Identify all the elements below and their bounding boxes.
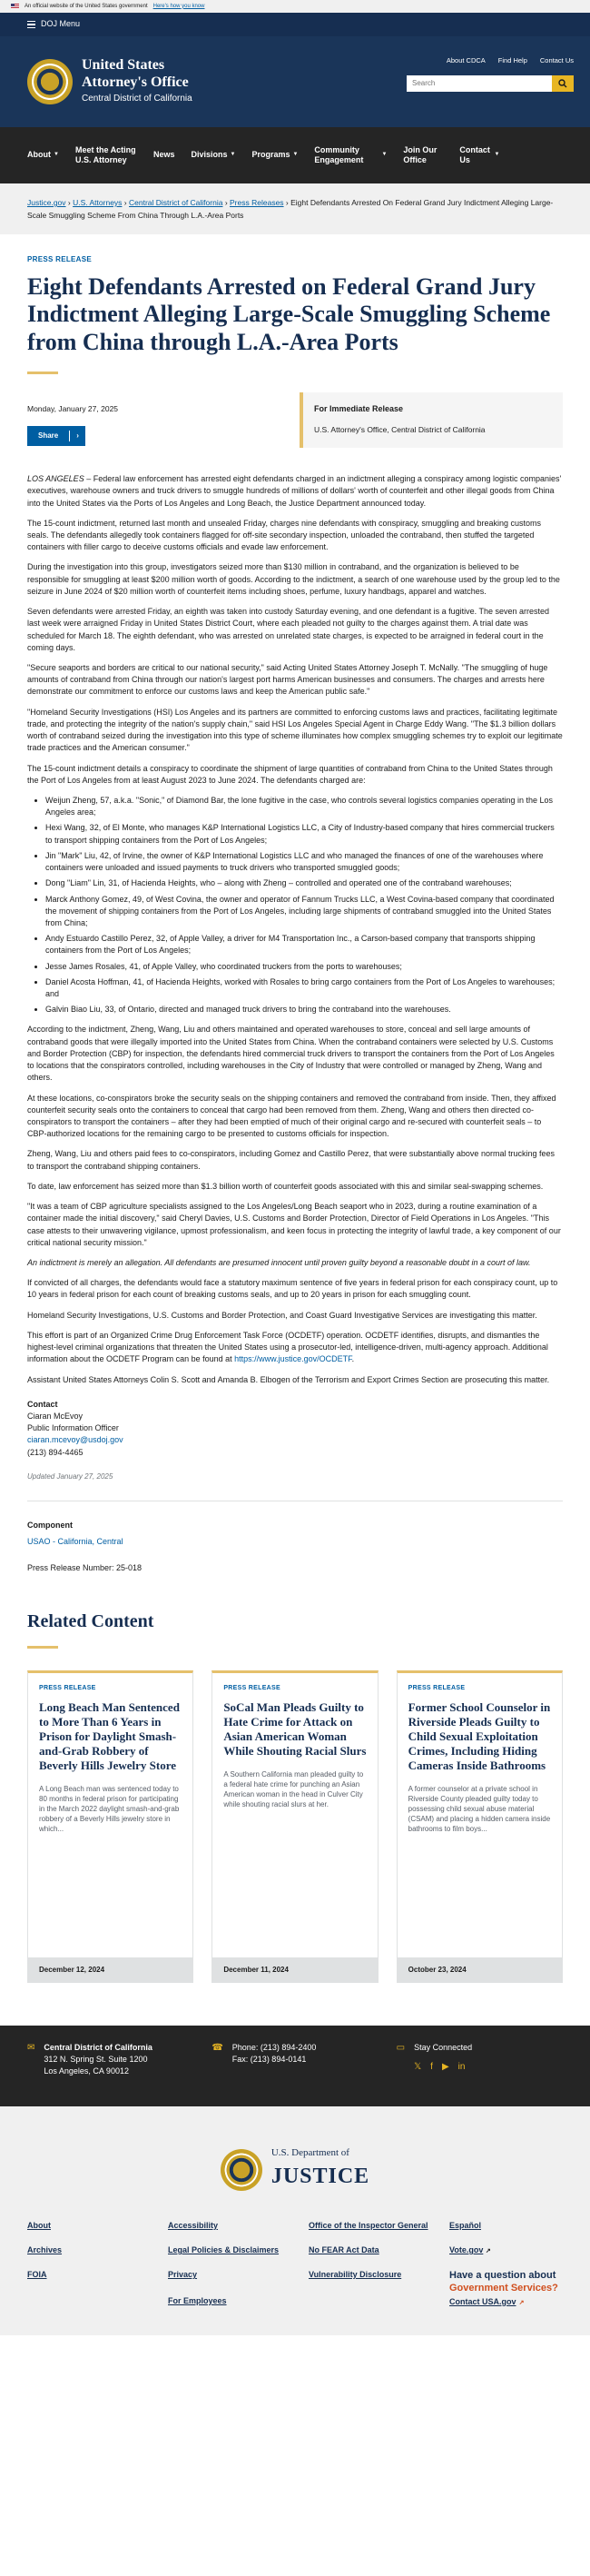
office-phone[interactable]: Phone: (213) 894-2400 (231, 2043, 317, 2053)
related-card[interactable] (211, 1670, 378, 1983)
list-item: • Daniel Acosta Hoffman, 41, of Hacienda Heights, worked with Rosales to bring cargo containers from the Port of Los Angeles to warehouses; and (45, 976, 563, 1000)
paragraph: To date, law enforcement has seized more than $1.3 billion worth of counterfeit goods associated with this and similar seal-swapping schemes. (27, 1181, 544, 1191)
card-date: October 23, 2024 (398, 1957, 562, 1983)
breadcrumb-link[interactable]: Central District of California (129, 198, 223, 207)
card-summary: A Southern California man pleaded guilty to a federal hate crime for punching an Asian American woman in the head in Culver City while shouting racial slurs at her. (223, 1769, 364, 1809)
brand-line3: Central District of California (82, 94, 192, 104)
list-item: • Jin "Mark" Liu, 42, of Irvine, the owner of K&P International Logistics LLC and who managed the finances of one of the warehouses where containers were unloaded and issued payments to truck drivers who transported smuggled goods; (45, 850, 563, 874)
paragraph: An indictment is merely an allegation. All defendants are presumed innocent until proven guilty beyond a reasonable doubt in a court of law. (27, 1257, 531, 1267)
chevron-right-icon: › (69, 431, 85, 441)
footer-link[interactable]: Archives (27, 2245, 63, 2254)
breadcrumb-link[interactable]: Justice.gov (27, 198, 66, 207)
footer-brand-line1: U.S. Department of (270, 2147, 349, 2159)
header-link-contact[interactable]: Contact Us (539, 56, 574, 64)
chevron-down-icon: ▼ (230, 152, 236, 158)
footer-brand[interactable] (27, 2146, 563, 2193)
paragraph: "It was a team of CBP agriculture specialists assigned to the Los Angeles/Long Beach seaport who in 2023, during a routine examination of a container made the initial discovery," said Cheryl Davies, U.S. Customs and Border Protection, Director of Field Operations in Los Angeles. "This case attests to their unwavering vigilance, upmost professionalism, and keen focus in protecting the integrity of lawful trade, a key component of our critical national security mission." (27, 1202, 561, 1247)
contact-title: Public Information Officer (27, 1423, 119, 1433)
defendants-list (45, 795, 563, 1016)
card-eyebrow: PRESS RELEASE (223, 1685, 280, 1692)
related-content (0, 1609, 590, 1983)
paragraph: Homeland Security Investigations, U.S. Customs and Border Protection, and Coast Guard Investigative Services are investigating this matter. (27, 1310, 537, 1320)
office-fax: Fax: (213) 894-0141 (231, 2055, 307, 2065)
mail-icon: ✉ (27, 2043, 35, 2054)
linkedin-icon[interactable]: in (457, 2062, 466, 2073)
card-title[interactable]: Former School Counselor in Riverside Pleads Guilty to Child Sexual Exploitation Crimes, Including Hiding Cameras Inside Bathrooms (408, 1700, 551, 1772)
question-block: Have a question about Government Services? Contact USA.gov ↗ (449, 2270, 558, 2306)
nav-programs[interactable]: Programs ▼ (251, 150, 299, 160)
related-rule (27, 1646, 58, 1649)
paragraph: LOS ANGELES – Federal law enforcement has arrested eight defendants charged in an indictment alleging a conspiracy among logistic companies' executives, warehouse owners and truck drivers to smuggle hundreds of millions of dollars' worth of counterfeit and other illegal goods from China into the United States via the Ports of Los Angeles and Long Beach, the Justice Department announced today. (27, 474, 562, 508)
release-title: For Immediate Release (314, 403, 404, 413)
nav-join[interactable]: Join Our Office (403, 144, 438, 164)
chevron-down-icon: ▼ (494, 152, 500, 158)
component-link[interactable]: USAO - California, Central (27, 1536, 123, 1546)
card-title[interactable]: Long Beach Man Sentenced to More Than 6 Years in Prison for Daylight Smash-and-Grab Robbery of Beverly Hills Jewelry Store (39, 1700, 180, 1772)
paragraph: According to the indictment, Zheng, Wang, Liu and others maintained and operated warehouses to store, conceal and sell large amounts of contraband goods that were illegally imported into the United States from China. When the contraband containers were selected by U.S. Customs and Border Protection (CBP) for inspection, the defendants hired commercial truck drivers to transport the containers from the Port of Los Angeles to locations that the conspirators controlled, including warehouses in the City of Industry that were controlled or managed by Zheng, Wang and others. (27, 1025, 555, 1083)
list-item: • Andy Estuardo Castillo Perez, 32, of Apple Valley, a driver for M4 Transportation Inc., a Carson-based company that transports shipping containers from the Port of Los Angeles; (45, 933, 563, 956)
phone-icon: ☎ (211, 2043, 223, 2054)
paragraph: Assistant United States Attorneys Colin S. Scott and Amanda B. Elbogen of the Terrorism and Export Crimes Section are prosecuting this matter. (27, 1374, 550, 1384)
external-link-icon: ↗ (485, 2248, 491, 2254)
site-brand[interactable] (82, 57, 192, 105)
article-body (27, 473, 563, 1574)
youtube-icon[interactable]: ▶ (441, 2062, 449, 2073)
breadcrumb-link[interactable]: Press Releases (230, 198, 284, 207)
release-office: U.S. Attorney's Office, Central District of California (314, 424, 486, 434)
contact-name: Ciaran McEvoy (27, 1411, 84, 1421)
paragraph: If convicted of all charges, the defendants would face a statutory maximum sentence of five years in federal prison for each conspiracy count, up to 10 years in federal prison for each count of breaking customs seals, and up to 20 years in prison for each smuggling count. (27, 1278, 558, 1300)
paragraph: The 15-count indictment, returned last month and unsealed Friday, charges nine defendants with conspiracy, smuggling and breaking customs seals. The defendants allegedly took containers flagged for off-site secondary inspection, unloaded the contraband, then stuffed the targeted containers with filler cargo to deceive customs officials and evade law enforcement. (27, 518, 541, 552)
breadcrumb-link[interactable]: U.S. Attorneys (73, 198, 123, 207)
footer-link[interactable]: FOIA (27, 2270, 47, 2280)
us-flag-icon (11, 4, 19, 9)
list-item: • Jesse James Rosales, 41, of Apple Valley, who coordinated truckers from the ports to warehouses; (45, 961, 563, 973)
header-link-find-help[interactable]: Find Help (497, 56, 527, 64)
footer-link[interactable]: Español (449, 2220, 482, 2230)
contact-phone: (213) 894-4465 (27, 1447, 84, 1457)
contact-block (27, 1399, 563, 1459)
footer-link[interactable]: Vote.gov (449, 2245, 484, 2254)
brand-line2: Attorney's Office (82, 74, 189, 90)
office-name: Central District of California (44, 2043, 152, 2053)
contact-usa-link[interactable]: Contact USA.gov (449, 2296, 516, 2306)
footer-link[interactable]: No FEAR Act Data (309, 2245, 379, 2254)
chevron-down-icon: ▼ (54, 152, 59, 158)
nav-news[interactable]: News (152, 150, 175, 160)
related-card[interactable] (397, 1670, 563, 1983)
updated-date: Updated January 27, 2025 (27, 1471, 113, 1481)
contact-heading: Contact (27, 1399, 58, 1409)
search-button[interactable] (552, 75, 574, 92)
release-box (300, 392, 563, 448)
brand-line1: United States (82, 57, 165, 74)
nav-community[interactable]: Community Engagement ▼ (314, 144, 388, 164)
footer-link[interactable]: About (27, 2220, 51, 2230)
ocdetf-link[interactable]: https://www.justice.gov/OCDETF (234, 1354, 352, 1364)
header-link-about[interactable]: About CDCA (446, 56, 486, 64)
paragraph: Zheng, Wang, Liu and others paid fees to co-conspirators, including Gomez and Castillo Perez, that were substantially above normal trucking fees to transport the contraband shipping containers. (27, 1149, 555, 1171)
doj-seal-logo[interactable] (27, 59, 73, 104)
card-eyebrow: PRESS RELEASE (39, 1685, 96, 1692)
site-header (0, 36, 590, 127)
breadcrumb: Justice.gov › U.S. Attorneys › Central District of California › Press Releases › Eight Defendants Arrested On Federal Grand Jury Indictment Alleging Large-Scale Smuggling Scheme From China Through L.A.-Area Ports (0, 183, 590, 234)
footer-link[interactable]: Accessibility (168, 2220, 219, 2230)
component-block (27, 1520, 563, 1575)
list-item: • Dong "Liam" Lin, 31, of Hacienda Heights, who – along with Zheng – controlled and operated one of the contraband warehouses; (45, 877, 563, 889)
gov-banner-text: An official website of the United States government (25, 3, 148, 9)
card-eyebrow: PRESS RELEASE (408, 1685, 466, 1692)
facebook-icon[interactable]: f (430, 2062, 433, 2073)
list-item: • Galvin Biao Liu, 33, of Ontario, directed and managed truck drivers to bring the contraband into the warehouses. (45, 1004, 563, 1016)
footer-brand-line2: JUSTICE (270, 2165, 370, 2189)
footer-link[interactable]: Vulnerability Disclosure (309, 2270, 402, 2280)
gov-banner (0, 0, 590, 13)
paragraph: Seven defendants were arrested Friday, an eighth was taken into custody Saturday evening, and one defendant is a fugitive. The seven arrested last week were arraigned Friday in United States District Court, where each pleaded not guilty to the charges against them. A trial date was scheduled for March 18. The eighth defendant, who was arrested on unrelated state charges, is expected to be arraigned in federal court in the coming days. (27, 607, 550, 652)
social-heading: Stay Connected (414, 2043, 473, 2053)
paragraph: This effort is part of an Organized Crime Drug Enforcement Task Force (OCDETF) operation. OCDETF identifies, disrupts, and dismantles the highest-level criminal organizations that threaten the United States using a prosecutor-led, intelligence-driven, multi-agency approach. Additional information about the OCDETF Program can be found at https://www.justice.gov/OCDETF. (27, 1330, 548, 1364)
card-summary: A former counselor at a private school in Riverside County pleaded guilty today to possessing child sexual abuse material (CSAM) and placing a hidden camera inside bathrooms to film boys... (408, 1784, 551, 1834)
main-nav (0, 127, 590, 183)
paragraph: "Homeland Security Investigations (HSI) Los Angeles and its partners are committed to enforcing customs laws and practices, facilitating legitimate trade, and protecting the integrity of the nation's supply chain," said HSI Los Angeles Special Agent in Charge Eddy Wang. "The $1.3 billion dollars worth of contraband seized during the investigation into this type of scheme illuminates how complex smuggling schemes try to exploit our legitimate trade practices and the American consumer." (27, 707, 563, 753)
paragraph: At these locations, co-conspirators broke the security seals on the shipping containers and removed the contraband from inside. Then, they affixed counterfeit security seals onto the containers to conceal that cargo had been removed from them. Zheng, Wang and others then directed co-conspirators to transport the containers – after they had been emptied of much of their original cargo and re-secured with counterfeit seals – to CBP-authorized locations for the remaining cargo to be presented to customs officials for inspection. (27, 1093, 556, 1139)
office-address1: 312 N. Spring St. Suite 1200 (44, 2055, 148, 2065)
how-you-know-link[interactable]: Here's how you know (152, 3, 205, 9)
list-item: • Marck Anthony Gomez, 49, of West Covina, the owner and operator of Fannum Trucks LLC, a West Covina-based company that coordinated the movement of shipping containers from the Port of Los Angeles, including large shipments of contraband smuggled into the United States from China; (45, 894, 563, 930)
search-icon (558, 79, 567, 88)
contact-email-link[interactable]: ciaran.mcevoy@usdoj.gov (27, 1435, 123, 1445)
doj-menu-label[interactable]: DOJ Menu (41, 19, 81, 29)
doj-menu-bar[interactable] (0, 13, 590, 36)
article-eyebrow: PRESS RELEASE (27, 255, 93, 264)
office-address2: Los Angeles, CA 90012 (44, 2066, 129, 2076)
paragraph: During the investigation into this group, investigators seized more than $130 million in contraband, and the organization is believed to be responsible for smuggling at least $200 million worth of goods. According to the indictment, a search of one warehouse used by the group led to the seizure in June 2024 of $20 million worth of counterfeit items including shoes, perfume, luxury handbags, apparel and watches. (27, 562, 560, 596)
nav-about[interactable]: About ▼ (27, 150, 59, 160)
article (0, 234, 590, 1574)
list-item: • Hexi Wang, 32, of El Monte, who manages K&P International Logistics LLC, a City of Industry-based company that hires commercial truckers to transport shipping containers from the Port of Los Angeles; (45, 822, 563, 846)
card-date: December 11, 2024 (212, 1957, 377, 1983)
card-date: December 12, 2024 (28, 1957, 192, 1983)
footer-link[interactable]: Privacy (168, 2270, 198, 2280)
external-link-icon: ↗ (518, 2299, 525, 2306)
chevron-down-icon: ▼ (292, 152, 299, 158)
breadcrumb-current: Eight Defendants Arrested On Federal Grand Jury Indictment Alleging Large-Scale Smuggling Scheme From China Through L.A.-Area Ports (27, 198, 554, 220)
footer-link[interactable]: Legal Policies & Disclaimers (168, 2245, 280, 2254)
related-card[interactable] (27, 1670, 193, 1983)
list-item: • Weijun Zheng, 57, a.k.a. "Sonic," of Diamond Bar, the lone fugitive in the case, who controls several logistics companies operating in the Los Angeles area; (45, 795, 563, 818)
chevron-down-icon: ▼ (381, 152, 388, 158)
nav-contact[interactable]: Contact Us ▼ (459, 144, 500, 164)
release-number: Press Release Number: 25-018 (27, 1563, 143, 1572)
component-heading: Component (27, 1520, 73, 1530)
share-button[interactable]: Share › (27, 426, 85, 446)
doj-seal-logo (221, 2149, 262, 2191)
nav-divisions[interactable]: Divisions ▼ (191, 150, 236, 160)
chat-icon: ▭ (396, 2043, 406, 2054)
card-title[interactable]: SoCal Man Pleads Guilty to Hate Crime for Attack on Asian American Woman While Shouting Racial Slurs (223, 1700, 367, 1758)
card-summary: A Long Beach man was sentenced today to 80 months in federal prison for participating in the March 2022 daylight smash-and-grab robbery of a Beverly Hills jewelry store in which... (39, 1784, 180, 1834)
search-input[interactable] (407, 75, 552, 92)
page-title: Eight Defendants Arrested on Federal Grand Jury Indictment Alleging Large-Scale Smuggling Scheme from China through L.A.-Area Ports (27, 272, 551, 356)
x-icon[interactable]: 𝕏 (414, 2062, 422, 2073)
article-date: Monday, January 27, 2025 (27, 403, 119, 413)
footer-links (27, 2220, 563, 2308)
footer-contact (0, 2026, 590, 2106)
paragraph: The 15-count indictment details a conspiracy to coordinate the shipment of large quantities of contraband from China to the United States through the Port of Los Angeles from at least August 2023 to June 2024. The defendants charged are: (27, 763, 553, 785)
paragraph: "Secure seaports and borders are critical to our national security," said Acting United States Attorney Joseph T. McNally. "The smuggling of huge amounts of contraband from China through our nation's largest port harms American businesses and consumers. The charges and arrests here demonstrate our commitment to enforce our customs laws and keep the American public safe." (27, 663, 548, 697)
site-footer (0, 2106, 590, 2335)
nav-meet-attorney[interactable]: Meet the Acting U.S. Attorney (74, 144, 136, 164)
footer-link[interactable]: For Employees (168, 2295, 227, 2305)
related-heading: Related Content (27, 1611, 154, 1632)
menu-icon[interactable] (27, 21, 35, 29)
title-rule (27, 372, 58, 374)
footer-link[interactable]: Office of the Inspector General (309, 2220, 428, 2230)
